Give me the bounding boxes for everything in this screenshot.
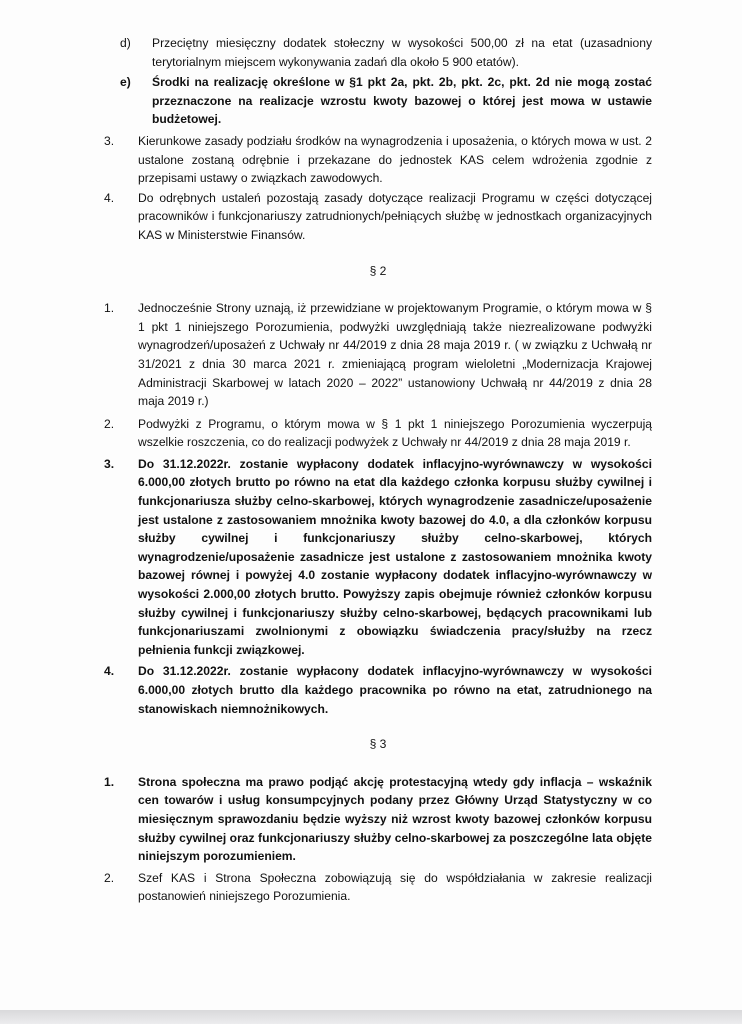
list-item-e — [120, 73, 652, 129]
item-number: 2. — [104, 870, 115, 885]
item-number: 4. — [104, 190, 115, 205]
section3-item-2 — [104, 869, 652, 906]
item-text: Jednocześnie Strony uznają, iż przewidziane w projektowanym Programie, o którym mowa w § 1 pkt 1 niniejszego Porozumienia, podwyżki uwzględniają także niezrealizowane podwyżki wynagrodzeń/uposażeń z Uchwały nr 44/2019 z dnia 28 maja 2019 r. ( w związku z Uchwałą nr 31/2021 z dnia 30 marca 2021 r. zmieniającą program wieloletni „Modernizacja Krajowej Administracji Skarbowej w latach 2020 – 2022” ustanowiony Uchwałą nr 44/2019 z dnia 28 maja 2019 r.) — [138, 301, 652, 409]
section3-item-1 — [104, 773, 652, 866]
list-item-4 — [104, 189, 652, 245]
item-text: Strona społeczna ma prawo podjąć akcję protestacyjną wtedy gdy inflacja – wskaźnik cen towarów i usług konsumpcyjnych podany przez Główny Urząd Statystyczny w co miesięcznym sprawozdaniu będzie wyższy niż wzrost kwoty bazowej członków korpusu służby cywilnej oraz funkcjonariuszy służby celno-skarbowej za poszczególne lata objęte niniejszym porozumieniem. — [138, 774, 652, 864]
section2-item-2 — [104, 415, 652, 452]
section2-item-4 — [104, 662, 652, 718]
item-number: 2. — [104, 416, 115, 431]
section2-item-1 — [104, 299, 652, 411]
section-heading-3: § 3 — [369, 737, 387, 752]
item-number: d) — [120, 36, 131, 50]
item-text: Do 31.12.2022r. zostanie wypłacony dodatek inflacyjno-wyrównawczy w wysokości 6.000,00 złotych brutto po równo na etat dla każdego członka korpusu służby cywilnej i funkcjonariusza służby celno-skarbowej, których wynagrodzenie zasadnicze/uposażenie jest ustalone z zastosowaniem mnożnika kwoty bazowej do 4.0, a dla członków korpusu służby cywilnej i funkcjonariuszy służby celno-skarbowej, których wynagrodzenie/uposażenie zasadnicze jest ustalone z zastosowaniem mnożnika kwoty bazowej równej i powyżej 4.0 zostanie wypłacony dodatek inflacyjno-wyrównawczy w wysokości 2.000,00 złotych brutto. Powyższy zapis obejmuje również członków korpusu służby cywilnej i funkcjonariuszy służby celno-skarbowej, będących pracownikami lub funkcjonariuszami zwolnionymi z obowiązku świadczenia pracy/służby na rzecz pełnienia funkcji związkowej. — [138, 456, 652, 657]
item-text: Kierunkowe zasady podziału środków na wynagrodzenia i uposażenia, o których mowa w ust. 2 ustalone zostaną odrębnie i przekazane do jednostek KAS celem wdrożenia zgodnie z przepisami ustawy o związkach zawodowych. — [138, 133, 652, 186]
item-text: Podwyżki z Programu, o którym mowa w § 1 pkt 1 niniejszego Porozumienia wyczerpują wszelkie roszczenia, co do realizacji podwyżek z Uchwały nr 44/2019 z dnia 28 maja 2019 r. — [138, 416, 652, 450]
item-text: Przeciętny miesięczny dodatek stołeczny w wysokości 500,00 zł na etat (uzasadniony terytorialnym miejscem wykonywania zadań dla około 5 900 etatów). — [152, 36, 652, 69]
list-item-3 — [104, 132, 652, 188]
item-text: Szef KAS i Strona Społeczna zobowiązują się do współdziałania w zakresie realizacji postanowień niniejszego Porozumienia. — [138, 870, 652, 904]
item-number: e) — [120, 75, 131, 90]
item-text: Środki na realizację określone w §1 pkt 2a, pkt. 2b, pkt. 2c, pkt. 2d nie mogą zostać przeznaczone na realizacje wzrostu kwoty bazowej o której jest mowa w ustawie budżetowej. — [152, 75, 652, 127]
item-number: 1. — [104, 301, 115, 316]
list-item-d — [120, 34, 652, 71]
scan-bottom-edge — [0, 1010, 742, 1024]
item-number: 3. — [104, 456, 115, 471]
document-body — [104, 0, 652, 906]
item-text: Do odrębnych ustaleń pozostają zasady dotyczące realizacji Programu w części dotyczącej pracowników i funkcjonariuszy zatrudnionych/pełniących służbę w jednostkach organizacyjnych KAS w Ministerstwie Finansów. — [138, 190, 652, 242]
item-number: 3. — [104, 133, 115, 148]
item-number: 4. — [104, 664, 115, 679]
section-heading-2: § 2 — [369, 263, 387, 278]
item-number: 1. — [104, 774, 115, 789]
section2-item-3 — [104, 455, 652, 660]
item-text: Do 31.12.2022r. zostanie wypłacony dodatek inflacyjno-wyrównawczy w wysokości 6.000,00 złotych brutto dla każdego pracownika po równo na etat, zatrudnionego na stanowiskach niemnożnikowych. — [138, 664, 652, 716]
